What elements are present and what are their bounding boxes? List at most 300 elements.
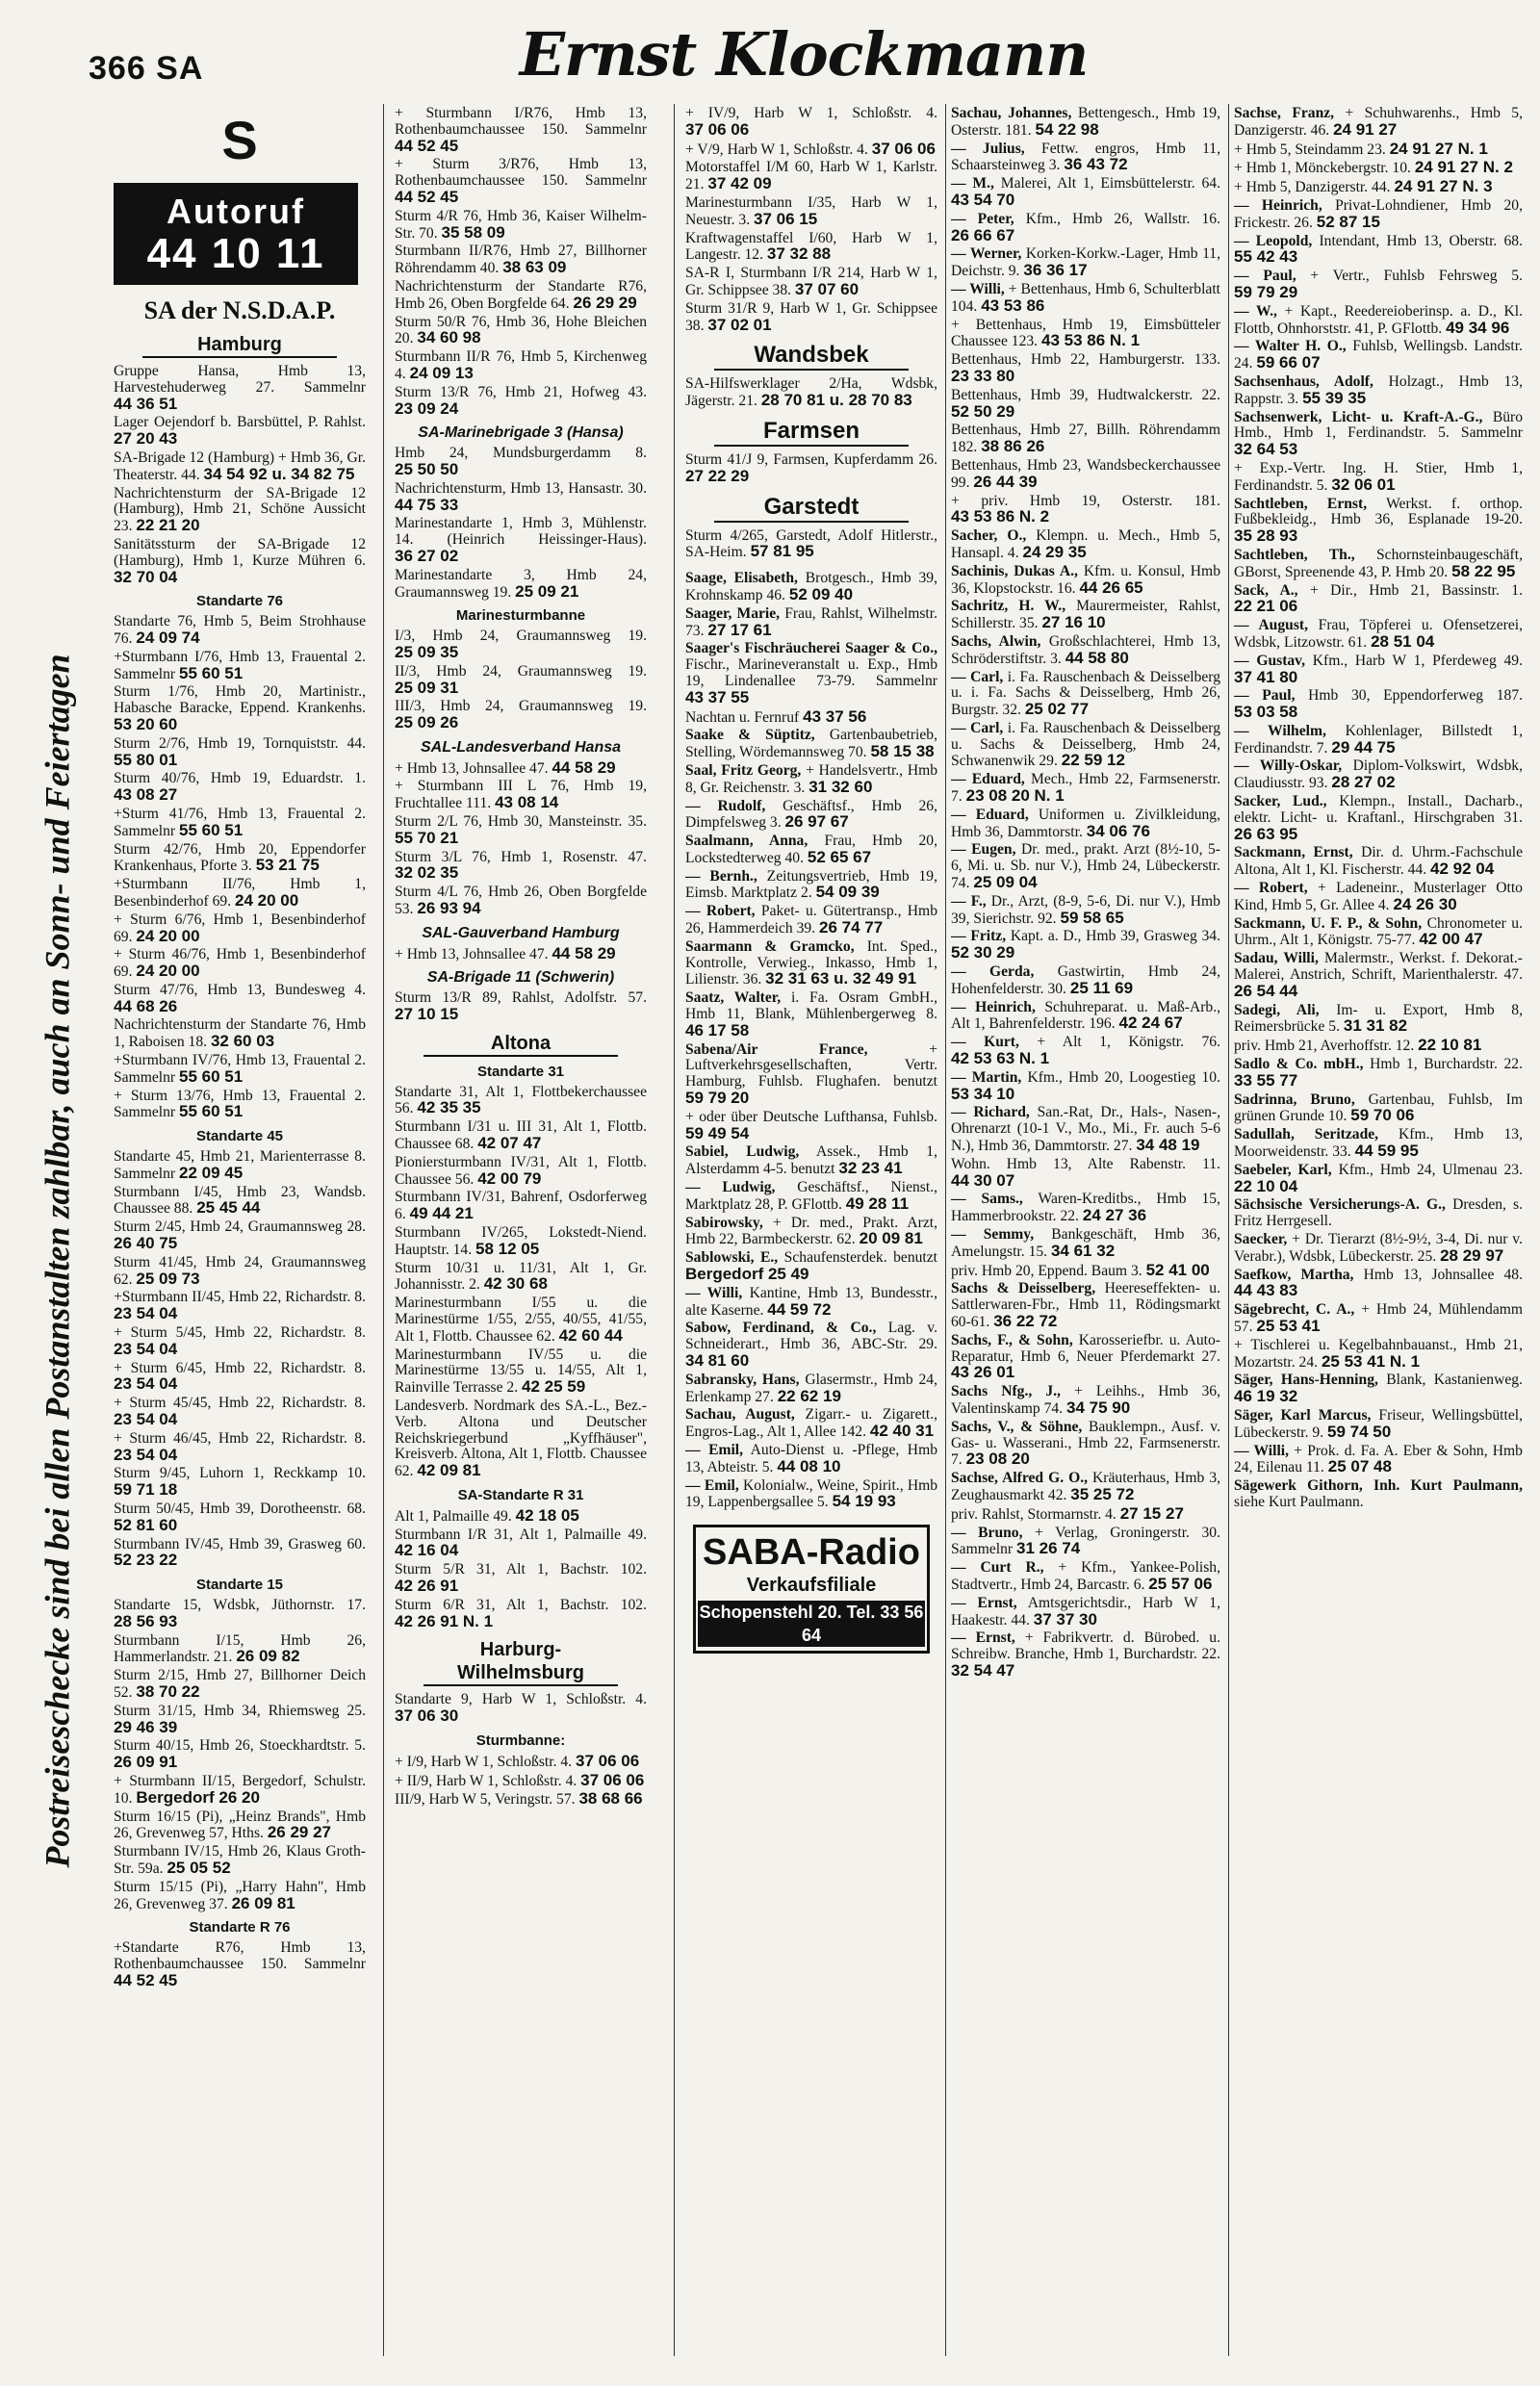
directory-entry <box>395 757 647 778</box>
entry-name: — Eduard, <box>951 771 1025 788</box>
phone-number: 49 34 96 <box>1446 318 1510 337</box>
phone-number: 37 06 06 <box>871 139 936 158</box>
phone-number: 43 37 55 <box>685 687 750 706</box>
entry-text: Sturmbann II/R76, Hmb 27, Billhorner Röhrendamm 40. <box>395 243 647 277</box>
entry-text: Werkst. f. orthop. Fußbekleidg., Hmb 36, Esplanade 19-20. <box>1234 495 1523 528</box>
entry-name: — Gustav, <box>1234 652 1306 669</box>
entry-text: Bettenhaus, Hmb 27, Billh. Röhrendamm 182. <box>951 422 1220 456</box>
phone-number: 28 70 81 u. 28 70 83 <box>760 391 912 410</box>
phone-number: 26 74 77 <box>819 918 884 937</box>
entry-text: + Sturm 6/45, Hmb 22, Richardstr. 8. <box>114 1359 366 1376</box>
section-letter: S <box>221 110 258 170</box>
directory-entry <box>1234 758 1523 792</box>
directory-entry <box>951 721 1220 770</box>
entry-text: Sturm 47/76, Hmb 13, Bundesweg 4. <box>114 981 366 998</box>
entry-text: Glasermstr., Hmb 24, Erlenkamp 27. <box>685 1371 937 1405</box>
entry-text: + Hmb 1, Mönckebergstr. 10. <box>1234 160 1411 177</box>
entry-name: — August, <box>1234 617 1308 634</box>
phone-number: 23 54 04 <box>114 1410 178 1429</box>
entry-text: +Sturmbann I/76, Hmb 13, Frauental 2. Sammelnr <box>114 648 366 682</box>
directory-entry <box>1234 497 1523 546</box>
phone-number: 22 21 20 <box>136 516 200 535</box>
directory-entry <box>395 699 647 732</box>
autoruf-title: Autoruf <box>167 192 305 231</box>
directory-entry <box>114 1537 366 1571</box>
entry-name: Saager's Fischräucherei Saager & Co., <box>685 640 937 657</box>
entry-text: + Tischlerei u. Kegelbahnbauanst., Hmb 21, Mozartstr. 24. <box>1234 1336 1523 1371</box>
entry-name: — Heinrich, <box>1234 196 1322 214</box>
entry-text: Friseur, Wellingsbüttel, Lübeckerstr. 9. <box>1234 1406 1523 1441</box>
phone-number: 26 54 44 <box>1234 981 1298 1000</box>
phone-number: 25 53 41 N. 1 <box>1321 1351 1421 1371</box>
entry-name: — Richard, <box>951 1104 1030 1121</box>
entry-text: Privat-Lohndiener, Hmb 20, Frickestr. 26. <box>1234 196 1523 231</box>
phone-number: 43 53 86 <box>981 295 1045 315</box>
ad-title: SABA-Radio <box>703 1532 920 1574</box>
directory-entry <box>395 244 647 277</box>
directory-entry <box>1234 1003 1523 1037</box>
entry-text: Sanitätssturm der SA-Brigade 12 (Hamburg), Hmb 1, Kurze Mühren 6. <box>114 535 366 569</box>
directory-entry <box>114 983 366 1016</box>
phone-number: 42 07 47 <box>477 1134 542 1153</box>
entry-text: + Hmb 13, Johnsallee 47. <box>395 945 549 962</box>
entry-text: Sturm 1/76, Hmb 20, Martinistr., Habasche Baracke, Eppend. Krankenhs. <box>114 683 366 717</box>
directory-entry <box>395 568 647 602</box>
entry-text: Korken-Korkw.-Lager, Hmb 11, Deichstr. 9. <box>951 245 1220 280</box>
directory-entry <box>951 106 1220 140</box>
phone-number: 42 60 44 <box>558 1325 623 1345</box>
directory-entry <box>951 318 1220 351</box>
phone-number: 44 58 80 <box>1065 648 1129 667</box>
phone-number: 23 33 80 <box>951 366 1015 385</box>
advertiser-banner: Ernst Klockmann <box>519 19 1089 90</box>
entry-text: Im- u. Export, Hmb 8, Reimersbrücke 5. <box>1234 1001 1523 1036</box>
directory-entry <box>395 1296 647 1345</box>
phone-number: 26 09 82 <box>236 1647 300 1666</box>
phone-number: 42 18 05 <box>515 1505 579 1525</box>
entry-text: + Bettenhaus, Hmb 19, Eimsbütteler Chaussee 123. <box>951 316 1220 350</box>
entry-text: +Sturmbann II/45, Hmb 22, Richardstr. 8. <box>114 1289 366 1306</box>
directory-entry <box>1234 1197 1523 1230</box>
entry-text: + Hmb 13, Johnsallee 47. <box>395 759 549 777</box>
directory-entry <box>395 446 647 479</box>
entry-text: + Vertr., Fuhlsb Fehrsweg 5. <box>1310 268 1523 285</box>
phone-number: 32 23 41 <box>838 1159 903 1178</box>
phone-number: 23 08 20 <box>965 1450 1030 1469</box>
directory-entry <box>114 1325 366 1359</box>
entry-name: — Leopold, <box>1234 232 1313 249</box>
directory-entry <box>395 315 647 348</box>
directory-entry <box>1234 1163 1523 1196</box>
phone-number: 44 58 29 <box>552 943 616 962</box>
entry-name: — Eugen, <box>951 841 1016 859</box>
entry-name: Sabirowsky, <box>685 1214 763 1231</box>
phone-number: 55 70 21 <box>395 828 459 847</box>
entry-text: Sturm 4/265, Garstedt, Adolf Hitlerstr., SA-Heim. <box>685 526 937 561</box>
entry-text: siehe Kurt Paulmann. <box>1234 1493 1364 1510</box>
entry-text: + Prok. d. Fa. A. Eber & Sohn, Hmb 24, Eilenau 11. <box>1234 1442 1523 1476</box>
directory-entry <box>395 1155 647 1189</box>
subsection-heading: SA-Brigade 11 (Schwerin) <box>426 969 615 987</box>
entry-text: Geschäftsf., Nienst., Marktplatz 28, P. GFlottb. <box>685 1179 937 1213</box>
phone-number: 32 70 04 <box>114 567 178 586</box>
entry-name: — Paul, <box>1234 268 1296 285</box>
directory-entry <box>395 1261 647 1295</box>
phone-number: 27 15 27 <box>1119 1503 1184 1523</box>
entry-text: Blank, Kastanienweg. <box>1386 1372 1523 1389</box>
subsection-heading: Standarte 31 <box>476 1063 565 1080</box>
entry-name: — Kurt, <box>951 1034 1019 1051</box>
entry-text: Motorstaffel I/M 60, Harb W 1, Karlstr. 21. <box>685 159 937 193</box>
phone-number: 36 27 02 <box>395 546 459 565</box>
entry-text: Kfm., Hmb 24, Ulmenau 23. <box>1338 1161 1523 1178</box>
ad-subtitle: Verkaufsfiliale <box>746 1575 877 1597</box>
column-rule <box>674 104 675 2356</box>
entry-text: Sturm 3/L 76, Hmb 1, Rosenstr. 47. <box>395 848 647 865</box>
entry-name: — Gerda, <box>951 963 1035 981</box>
entry-text: Sturm 50/R 76, Hmb 36, Hohe Bleichen 20. <box>395 313 647 347</box>
phone-number: 55 42 43 <box>1234 247 1298 267</box>
directory-entry <box>685 869 937 903</box>
entry-name: — Heinrich, <box>951 998 1036 1015</box>
phone-number: 43 53 86 N. 1 <box>1041 331 1141 350</box>
directory-entry <box>951 1260 1220 1280</box>
entry-text: + Schuhwarenhs., Hmb 5, Danzigerstr. 46. <box>1234 106 1523 139</box>
directory-entry <box>1234 461 1523 495</box>
entry-text: Sturmbann IV/15, Hmb 26, Klaus Groth-Str. 59a. <box>114 1843 366 1877</box>
entry-name: Saage, Elisabeth, <box>685 570 798 587</box>
directory-entry <box>685 571 937 604</box>
entry-text: Standarte 15, Wdsbk, Jüthornstr. 17. <box>114 1596 366 1613</box>
directory-entry <box>685 195 937 229</box>
entry-name: — Semmy, <box>951 1226 1035 1243</box>
phone-number: 43 53 86 N. 2 <box>951 507 1050 526</box>
directory-entry <box>685 1110 937 1143</box>
phone-number: 34 61 32 <box>1050 1241 1116 1260</box>
phone-number: 26 29 27 <box>267 1823 332 1842</box>
entry-text: Standarte 9, Harb W 1, Schloßstr. 4. <box>395 1691 647 1708</box>
directory-entry <box>685 990 937 1039</box>
phone-number: 34 54 92 u. 34 82 75 <box>203 464 355 483</box>
entry-text: + Dr. med., Prakt. Arzt, Hmb 22, Barmbeckerstr. 62. <box>685 1214 937 1248</box>
entry-text: Maurermeister, Rahlst, Schillerstr. 35. <box>951 598 1220 632</box>
entry-text: Sturmbann II/R 76, Hmb 5, Kirchenweg 4. <box>395 348 647 382</box>
entry-text: + V/9, Harb W 1, Schloßstr. 4. <box>685 141 868 158</box>
phone-number: 32 06 01 <box>1331 475 1396 494</box>
ad-address: Schopenstehl 20. Tel. 33 56 64 <box>699 1603 924 1646</box>
directory-entry <box>1234 724 1523 757</box>
directory-entry <box>1234 1478 1523 1511</box>
directory-entry <box>951 1471 1220 1504</box>
entry-text: Standarte 45, Hmb 21, Marienterrasse 8. Sammelnr <box>114 1148 366 1182</box>
phone-number: 25 09 73 <box>136 1269 200 1288</box>
directory-entry <box>1234 1268 1523 1301</box>
entry-text: Hmb 13, Johnsallee 48. <box>1363 1266 1523 1283</box>
directory-entry <box>114 736 366 770</box>
entry-name: — W., <box>1234 302 1277 320</box>
directory-entry <box>951 1070 1220 1104</box>
directory-entry <box>951 842 1220 891</box>
directory-entry <box>951 670 1220 719</box>
directory-entry <box>114 947 366 981</box>
column-rule <box>383 104 384 2356</box>
entry-text: Nachrichtensturm der SA-Brigade 12 (Hamburg), Hmb 21, Schöne Aussicht 23. <box>114 484 366 535</box>
phone-number: 37 06 06 <box>685 119 750 139</box>
directory-entry <box>395 1119 647 1153</box>
entry-text: Sturmbann I/R 31, Alt 1, Palmaille 49. <box>395 1526 647 1543</box>
subsection-heading: Standarte 45 <box>195 1128 284 1145</box>
phone-number: 22 59 12 <box>1061 751 1125 770</box>
directory-entry <box>951 964 1220 998</box>
directory-entry <box>685 1042 937 1108</box>
directory-entry <box>114 1738 366 1772</box>
directory-entry <box>951 388 1220 422</box>
directory-entry <box>1234 160 1523 177</box>
entry-text: Schuhreparat. u. Maß-Arb., Alt 1, Bahrenfelderstr. 196. <box>951 998 1220 1033</box>
directory-entry <box>395 279 647 313</box>
directory-entry <box>114 1940 366 1989</box>
phone-number: 24 27 36 <box>1082 1206 1147 1225</box>
entry-name: — Fritz, <box>951 928 1007 945</box>
directory-entry <box>1234 654 1523 687</box>
entry-name: Sachinis, Dukas A., <box>951 562 1078 579</box>
phone-number: 32 54 47 <box>951 1660 1015 1680</box>
directory-entry <box>951 1281 1220 1330</box>
entry-name: Sadegi, Ali, <box>1234 1001 1320 1018</box>
entry-text: Hmb 30, Eppendorferweg 187. <box>1308 687 1523 705</box>
entry-text: San.-Rat, Dr., Hals-, Nasen-, Ohrenarzt (10-1 V., Mo., Mi., Fr. auch 5-6 N.), Hmb 36, Dammtorstr. 27. <box>951 1104 1220 1155</box>
entry-text: SA-R I, Sturmbann I/R 214, Harb W 1, Gr. Schippsee 38. <box>685 265 937 298</box>
entry-text: + priv. Hmb 19, Osterstr. 181. <box>951 492 1220 509</box>
phone-number: 49 28 11 <box>845 1193 910 1213</box>
phone-number: 24 20 00 <box>136 926 200 945</box>
phone-number: 26 44 39 <box>973 472 1038 491</box>
directory-entry <box>685 1478 937 1512</box>
directory-entry <box>114 1704 366 1737</box>
entry-name: Sablowski, E., <box>685 1249 779 1267</box>
entry-name: — Curt R., <box>951 1559 1044 1577</box>
phone-number: 44 52 45 <box>395 136 459 155</box>
phone-number: 32 31 63 u. 32 49 91 <box>765 969 917 988</box>
directory-entry <box>114 771 366 805</box>
entry-text: + Verlag, Groningerstr. 30. Sammelnr <box>951 1524 1220 1558</box>
directory-entry <box>951 1420 1220 1469</box>
entry-text: Schornsteinbaugeschäft, GBorst, Spreenende 43, P. Hmb 20. <box>1234 546 1523 580</box>
entry-text: Zeitungsvertrieb, Hmb 19, Eimsb. Marktplatz 2. <box>685 867 937 902</box>
phone-number: 55 60 51 <box>179 1066 244 1086</box>
phone-number: 31 31 82 <box>1343 1016 1408 1036</box>
directory-entry <box>395 1398 647 1480</box>
phone-number: 27 16 10 <box>1041 613 1106 632</box>
directory-entry <box>1234 1038 1523 1055</box>
entry-name: — Willi, <box>951 280 1005 297</box>
directory-entry <box>685 1180 937 1214</box>
directory-entry <box>951 212 1220 245</box>
phone-number: 31 26 74 <box>1016 1539 1081 1558</box>
phone-number: 37 06 30 <box>395 1706 459 1726</box>
directory-entry <box>114 1017 366 1051</box>
phone-number: 52 65 67 <box>807 847 872 866</box>
phone-number: 26 63 95 <box>1234 824 1298 843</box>
entry-name: — Wilhelm, <box>1234 722 1326 739</box>
phone-number: 37 41 80 <box>1234 667 1298 686</box>
directory-entry <box>951 494 1220 527</box>
phone-number: 54 09 39 <box>815 883 880 902</box>
entry-name: — Willi, <box>685 1284 743 1301</box>
entry-text: + Fabrikvertr. d. Bürobed. u. Schreibw. Branche, Hmb 1, Burchardstr. 22. <box>951 1629 1220 1663</box>
entry-text: Pioniersturmbann IV/31, Alt 1, Flottb. Chaussee 56. <box>395 1153 647 1188</box>
directory-entry <box>1234 1092 1523 1126</box>
entry-name: Sachau, August, <box>685 1406 795 1424</box>
directory-entry <box>685 160 937 193</box>
phone-number: 53 03 58 <box>1234 703 1298 722</box>
entry-name: Sadrinna, Bruno, <box>1234 1090 1355 1108</box>
phone-number: 44 36 51 <box>114 394 178 413</box>
entry-name: Sachs Nfg., J., <box>951 1383 1061 1400</box>
directory-entry <box>951 458 1220 492</box>
directory-entry <box>951 894 1220 928</box>
phone-number: 44 75 33 <box>395 495 459 514</box>
entry-text: Kraftwagenstaffel I/60, Harb W 1, Langestr. 12. <box>685 229 937 264</box>
phone-number: 25 11 69 <box>1069 978 1134 997</box>
directory-entry <box>685 799 937 833</box>
phone-number: 52 81 60 <box>114 1515 178 1534</box>
entry-name: — Martin, <box>951 1068 1022 1086</box>
subsection-heading: SA-Standarte R 31 <box>457 1486 584 1503</box>
directory-entry <box>1234 410 1523 459</box>
column-rule <box>945 104 946 2356</box>
entry-text: Sturm 2/45, Hmb 24, Graumannsweg 28. <box>114 1219 366 1236</box>
entry-name: Sackmann, Ernst, <box>1234 844 1353 861</box>
entry-text: + Sturmbann III L 76, Hmb 19, Fruchtallee 111. <box>395 778 647 812</box>
entry-name: — Walter H. O., <box>1234 338 1347 355</box>
entry-name: — Werner, <box>951 245 1022 263</box>
entry-text: Dr. med., prakt. Arzt (8½-10, 5-6, Mi. u. Sb. nur V.), Hmb 24, Lübeckerstr. 74. <box>951 841 1220 892</box>
entry-name: Sägebrecht, C. A., <box>1234 1301 1355 1319</box>
entry-name: Sachs, Alwin, <box>951 632 1041 650</box>
phone-number: 25 05 52 <box>167 1858 231 1877</box>
saba-radio-ad <box>693 1525 930 1654</box>
entry-text: Mech., Hmb 22, Farmsenerstr. 7. <box>951 771 1220 806</box>
directory-entry <box>114 364 366 413</box>
phone-number: 42 30 68 <box>483 1274 548 1294</box>
directory-entry <box>114 1880 366 1913</box>
directory-entry <box>114 1466 366 1500</box>
directory-entry <box>395 943 647 963</box>
directory-entry <box>395 349 647 383</box>
entry-text: Marinesturmbann I/55 u. die Marinestürme 1/55, 2/55, 40/55, 41/55, Alt 1, Flottb. Chaussee 62. <box>395 1295 647 1345</box>
entry-text: i. Fa. Osram GmbH., Hmb 11, Blank, Mühlenbergerweg 8. <box>685 989 937 1023</box>
entry-name: — Ernst, <box>951 1629 1015 1647</box>
section-heading: Farmsen <box>714 418 909 447</box>
directory-entry <box>395 1598 647 1631</box>
directory-entry <box>114 1809 366 1843</box>
phone-number: 55 60 51 <box>179 1102 244 1121</box>
phone-number: 28 27 02 <box>1331 773 1396 792</box>
entry-text: Bettenhaus, Hmb 39, Hudtwalckerstr. 22. <box>951 386 1220 403</box>
phone-number: 34 06 76 <box>1086 821 1150 840</box>
directory-entry <box>951 564 1220 598</box>
directory-entry <box>951 929 1220 962</box>
phone-number: 44 59 72 <box>767 1299 832 1319</box>
entry-text: Hmb 1, Burchardstr. 22. <box>1370 1056 1523 1073</box>
directory-entry <box>1234 198 1523 232</box>
directory-entry <box>114 1089 366 1122</box>
phone-number: 37 07 60 <box>794 279 860 298</box>
directory-entry <box>1234 269 1523 302</box>
entry-name: — Eduard, <box>951 806 1029 823</box>
directory-entry <box>1234 1408 1523 1442</box>
entry-text: Chronometer u. Uhrm., Alt 1, Königstr. 75-77. <box>1234 914 1523 949</box>
entry-text: Sturm 40/76, Hmb 19, Eduardstr. 1. <box>114 770 366 787</box>
entry-text: + Leihhs., Hmb 36, Valentinskamp 74. <box>951 1383 1220 1417</box>
subsection-heading: Sturmbanne: <box>475 1732 566 1749</box>
directory-entry <box>114 1844 366 1878</box>
directory-entry <box>1234 1127 1523 1161</box>
directory-entry <box>1234 141 1523 159</box>
entry-text: Landesverb. Nordmark des SA.-L., Bez.-Verb. Altona und Deutscher Reichskriegerbund „Kyffhäuser", Kreisverb. Altona, Alt 1, Flottb. Chaussee 62. <box>395 1397 647 1480</box>
phone-number: 44 68 26 <box>114 996 178 1015</box>
directory-entry <box>685 1286 937 1320</box>
entry-text: + Sturm 13/76, Hmb 13, Frauental 2. Sammelnr <box>114 1087 366 1121</box>
phone-number: 44 26 65 <box>1079 577 1143 597</box>
entry-name: Sachritz, H. W., <box>951 598 1066 615</box>
entry-text: Großschlachterei, Hmb 13, Schröderstiftstr. 3. <box>951 632 1220 667</box>
directory-entry <box>1234 916 1523 950</box>
phone-number: 43 26 01 <box>951 1363 1015 1382</box>
directory-entry <box>114 450 366 484</box>
directory-entry <box>395 1562 647 1596</box>
entry-name: Saal, Fritz Georg, <box>685 761 802 779</box>
entry-name: Sachtleben, Ernst, <box>1234 495 1368 512</box>
phone-number: 38 68 66 <box>578 1789 643 1809</box>
entry-text: Dr., Arzt, (8-9, 5-6, Di. nur V.), Hmb 39, Sierichstr. 92. <box>951 892 1220 927</box>
phone-number: 35 58 09 <box>441 222 505 242</box>
column-3 <box>685 106 937 2348</box>
entry-text: Waren-Kreditbs., Hmb 15, Hammerbrookstr. 22. <box>951 1191 1220 1225</box>
entry-text: Sturmbann IV/265, Lokstedt-Niend. Hauptstr. 14. <box>395 1224 647 1258</box>
phone-number: 25 57 06 <box>1148 1574 1213 1593</box>
phone-number: 26 09 91 <box>114 1753 178 1772</box>
phone-number: 59 74 50 <box>1327 1422 1392 1441</box>
entry-text: Hmb 24, Mundsburgerdamm 8. <box>395 445 647 462</box>
entry-text: + Dir., Hmb 21, Bassinstr. 1. <box>1309 581 1523 599</box>
phone-number: 55 80 01 <box>114 750 178 769</box>
phone-number: 25 45 44 <box>196 1198 261 1218</box>
phone-number: 42 92 04 <box>1430 859 1495 879</box>
entry-text: Fettw. engros, Hmb 11, Schaarsteinweg 3. <box>951 140 1220 174</box>
entry-text: I/3, Hmb 24, Graumannsweg 19. <box>395 628 647 645</box>
directory-entry <box>685 706 937 727</box>
directory-entry <box>395 779 647 812</box>
phone-number: 44 43 83 <box>1234 1281 1298 1300</box>
phone-number: 35 28 93 <box>1234 526 1298 546</box>
directory-entry <box>395 516 647 565</box>
entry-text: Kfm., Hmb 13, Moorweidenstr. 33. <box>1234 1126 1523 1161</box>
entry-text: Dresden, s. Fritz Herrgesell. <box>1234 1196 1523 1230</box>
entry-text: + Bettenhaus, Hmb 6, Schulterblatt 104. <box>951 280 1220 315</box>
phone-number: 38 70 22 <box>136 1681 200 1701</box>
directory-entry <box>685 834 937 867</box>
entry-text: + Alt 1, Königstr. 76. <box>1037 1034 1220 1051</box>
directory-entry <box>395 850 647 884</box>
phone-number: 54 22 98 <box>1035 119 1099 139</box>
phone-number: 42 16 04 <box>395 1541 459 1560</box>
phone-number: 27 22 29 <box>685 466 750 485</box>
phone-number: 24 91 27 <box>1333 119 1398 139</box>
phone-number: 44 59 95 <box>1354 1142 1419 1161</box>
directory-entry <box>685 528 937 562</box>
